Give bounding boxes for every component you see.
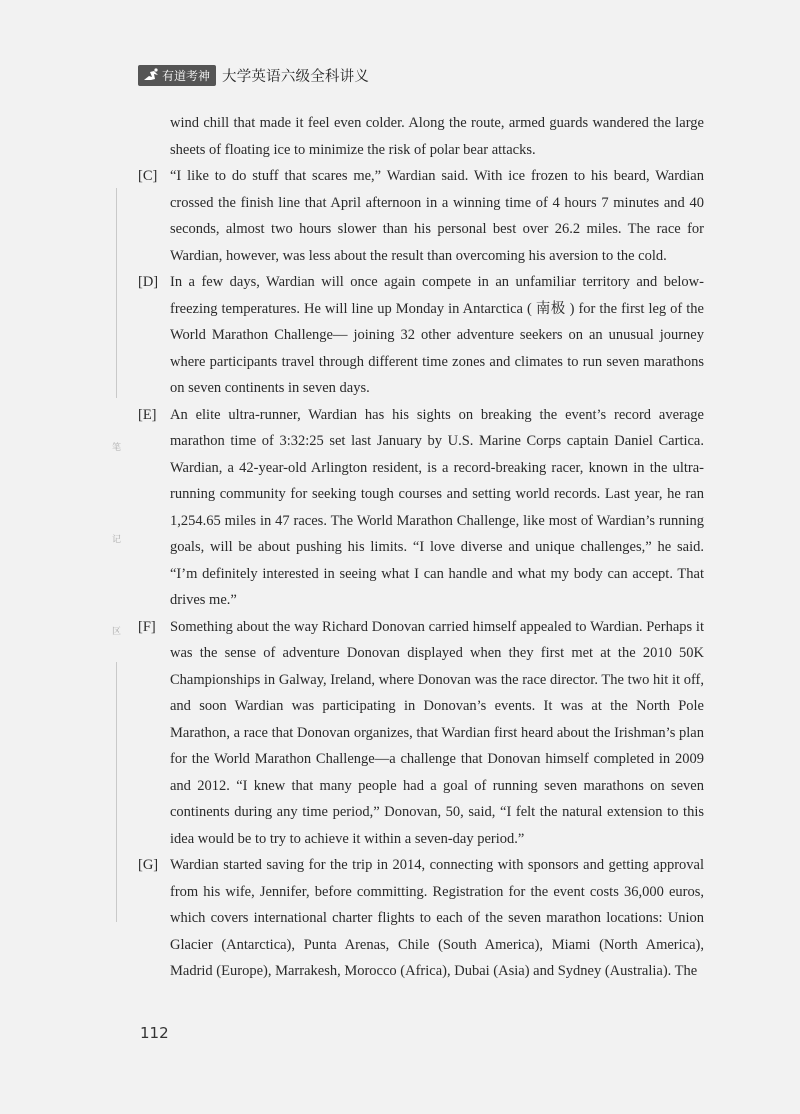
runner-logo-icon	[143, 68, 159, 82]
paragraph-text: An elite ultra-runner, Wardian has his sights on breaking the event’s record average marathon time of 3:32:25 set last January by U.S. Marine Corps captain Daniel Cartica. Wardian, a 42-year-old Arlington resident, is a record-breaking racer, known in the ultra-running community for seeking tough courses and setting world records. Last year, he ran 1,254.65 miles in 47 races. The World Marathon Challenge, like most of Wardian’s running goals, will be about pushing his limits. “I love diverse and unique challenges,” he said. “I’m definitely interested in seeing what I can handle and what my body can accept. That drives me.”	[170, 406, 704, 608]
brand-badge	[138, 65, 216, 86]
paragraph-label: [F]	[138, 618, 156, 635]
margin-line	[116, 188, 117, 398]
paragraph	[138, 402, 704, 614]
book-title: 大学英语六级全科讲义	[222, 68, 370, 85]
paragraph	[138, 614, 704, 853]
paragraph	[138, 269, 704, 402]
paragraph-text: In a few days, Wardian will once again compete in an unfamiliar territory and below-freezing temperatures. He will line up Monday in Antarctica ( 南极 ) for the first leg of the World Marathon Challenge— joining 32 other adventure seekers on an unusual journey where participants travel through different time zones and climates to run seven marathons on seven continents in seven days.	[170, 274, 704, 396]
article-body	[138, 110, 704, 985]
paragraph-label: [E]	[138, 406, 157, 423]
page-number: 112	[140, 1024, 169, 1042]
margin-note-char: 记	[112, 535, 122, 545]
paragraph-text: wind chill that made it feel even colder. Along the route, armed guards wandered the large sheets of floating ice to minimize the risk of polar bear attacks.	[170, 115, 704, 158]
margin-note-char: 笔	[112, 443, 122, 453]
page-header	[138, 64, 369, 86]
paragraph	[138, 852, 704, 985]
brand-name: 有道考神	[162, 68, 211, 83]
paragraph-label: [G]	[138, 857, 159, 873]
paragraph-label: [C]	[138, 168, 158, 184]
paragraph-text: “I like to do stuff that scares me,” Wardian said. With ice frozen to his beard, Wardian crossed the finish line that April afternoon in a winning time of 4 hours 7 minutes and 40 seconds, almost two hours slower than his personal best over 26.2 miles. The race for Wardian, however, was less about the result than overcoming his aversion to the cold.	[170, 168, 704, 264]
paragraph	[138, 163, 704, 269]
paragraph-text: Wardian started saving for the trip in 2014, connecting with sponsors and getting approval from his wife, Jennifer, before committing. Registration for the event costs 36,000 euros, which covers international charter flights to each of the seven marathon locations: Union Glacier (Antarctica), Punta Arenas, Chile (South America), Miami (North America), Madrid (Europe), Marrakesh, Morocco (Africa), Dubai (Asia) and Sydney (Australia). The	[170, 857, 704, 979]
paragraph	[138, 110, 704, 163]
margin-note-char: 区	[112, 627, 122, 637]
paragraph-label: [D]	[138, 274, 159, 290]
paragraph-text: Something about the way Richard Donovan carried himself appealed to Wardian. Perhaps it was the sense of adventure Donovan displayed when they first met at the 2010 50K Championships in Galway, Ireland, where Donovan was the race director. The two hit it off, and soon Wardian was participating in Donovan’s events. It was at the North Pole Marathon, a race that Donovan organizes, that Wardian first heard about the Irishman’s plan for the World Marathon Challenge—a challenge that Donovan himself completed in 2009 and 2012. “I knew that many people had a goal of running seven marathons on seven continents during any time period,” Donovan, 50, said, “I felt the natural extension to this idea would be to try to achieve it within a seven-day period.”	[170, 618, 704, 847]
margin-line	[116, 662, 117, 922]
